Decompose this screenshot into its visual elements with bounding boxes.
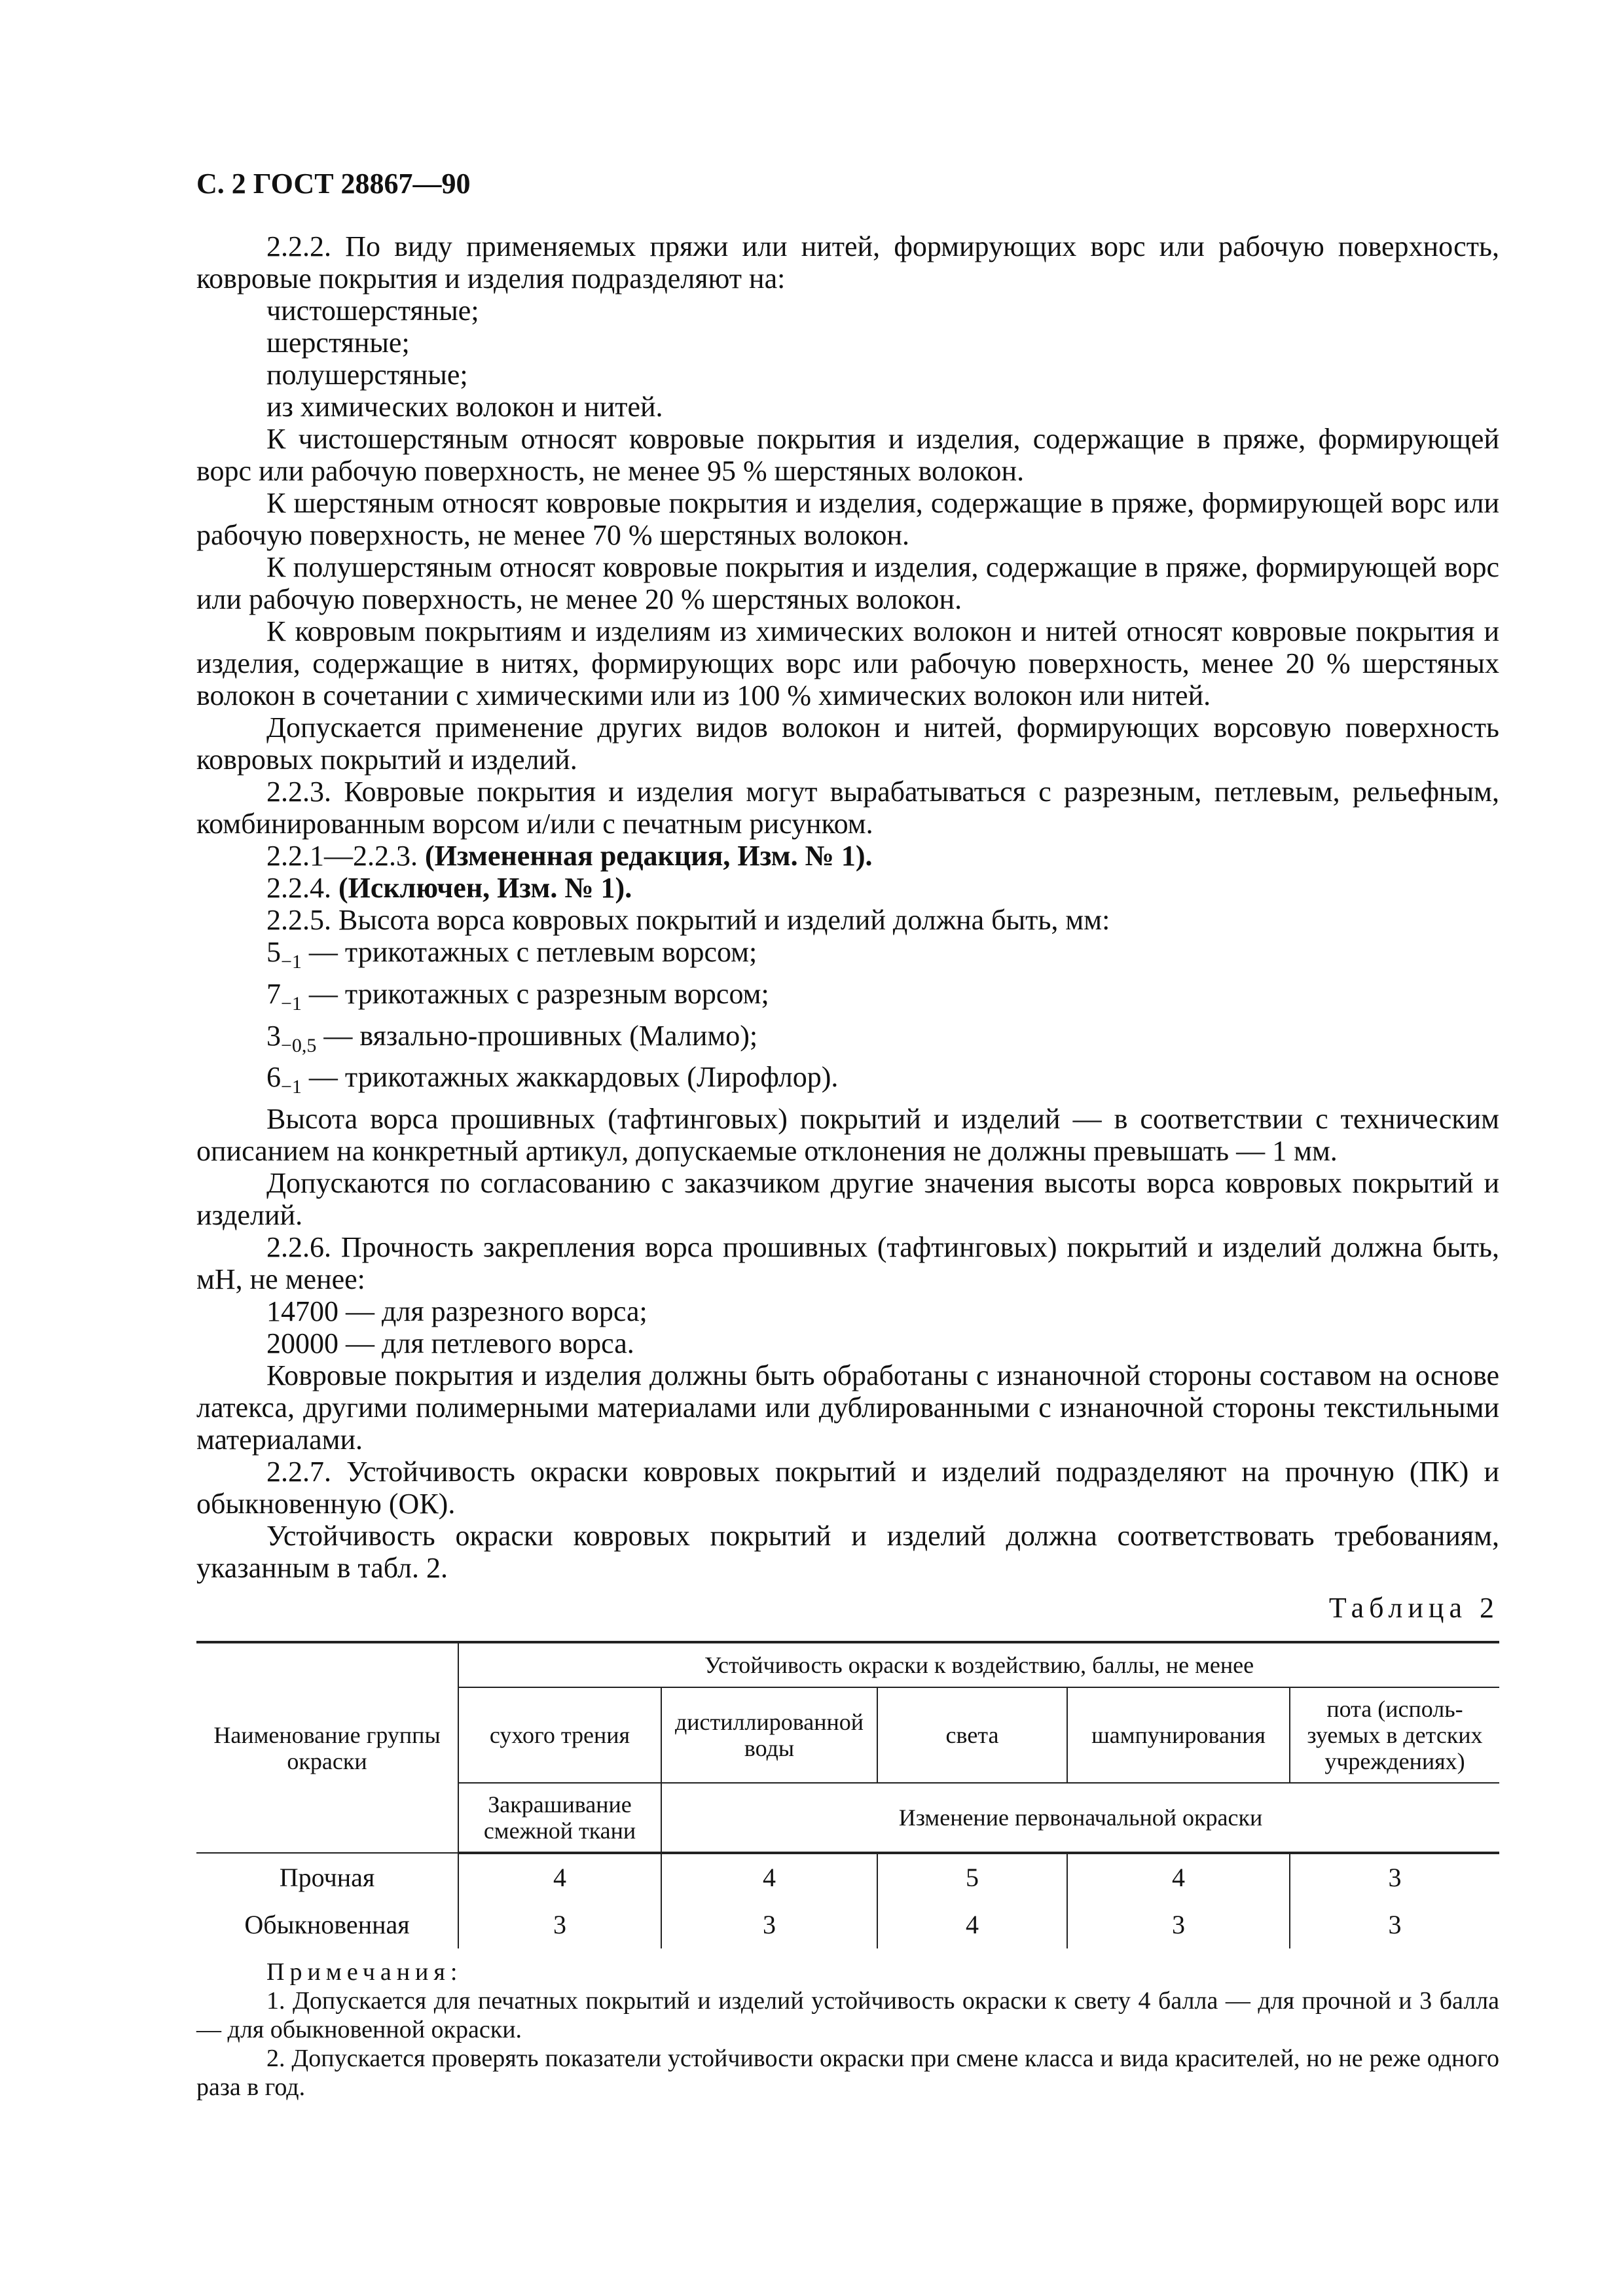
paragraph: Ковровые покрытия и изделия должны быть обработаны с изнаночной стороны составом на основе латекса, другими полимерными материалами или дублированными с изнаночной стороны текстильными материалами. (196, 1359, 1499, 1456)
paragraph: Допускаются по согласованию с заказчиком другие значения высоты ворса ковровых покрытий и изделий. (196, 1167, 1499, 1232)
subheader-staining: Закрашивание смежной ткани (458, 1783, 661, 1853)
paragraph: Высота ворса прошивных (тафтинговых) покрытий и изделий — в соответствии с техническим описанием на конкретный артикул, допускаемые отклонения не должны превышать — 1 мм. (196, 1103, 1499, 1168)
row-name: Прочная (279, 1862, 375, 1892)
table-cell: 3 (458, 1901, 661, 1948)
paragraph-2-2-6: 2.2.6. Прочность закрепления ворса прошивных (тафтинговых) покрытий и изделий должна быть, мН, не менее: (196, 1231, 1499, 1296)
notes-heading: Примечания: (266, 1958, 463, 1986)
pile-height-item: $3_{-0,5}$ — вязально-прошивных (Малимо); (266, 1019, 758, 1056)
page-header: С. 2 ГОСТ 28867—90 (196, 168, 471, 200)
table-cell: 5 (877, 1853, 1067, 1901)
paragraph: Устойчивость окраски ковровых покрытий и изделий должна соответствовать требованиям, указанным в табл. 2. (196, 1520, 1499, 1585)
column-header: пота (исполь-зуемых в детских учреждениях) (1290, 1687, 1499, 1783)
column-header-group-name: Наименование группы окраски (196, 1642, 458, 1853)
table-cell: 3 (1067, 1901, 1290, 1948)
list-item: чистошерстяные; (266, 295, 479, 327)
paragraph-2-2-3: 2.2.3. Ковровые покрытия и изделия могут вырабатываться с разрезным, петлевым, рельефным, комбинированным ворсом и/или с печатным рисунком. (196, 776, 1499, 840)
table-cell: 3 (1290, 1901, 1499, 1948)
column-header: сухого трения (458, 1687, 661, 1783)
paragraph-2-2-5: 2.2.5. Высота ворса ковровых покрытий и изделий должна быть, мм: (266, 904, 1110, 936)
pile-height-item: $5_{-1}$ — трикотажных с петлевым ворсом; (266, 936, 757, 973)
column-header-group: Устойчивость окраски к воздействию, баллы, не менее (458, 1642, 1499, 1687)
row-name: Обыкновенная (244, 1910, 410, 1940)
pile-height-item: $6_{-1}$ — трикотажных жаккардовых (Лирофлор). (266, 1061, 839, 1098)
paragraph-2-2-4 (196, 872, 1499, 904)
table-cell: 4 (458, 1853, 661, 1901)
amendment-note (196, 840, 1499, 872)
amendment-ref: 2.2.1—2.2.3. (266, 840, 425, 872)
paragraph: К шерстяным относят ковровые покрытия и изделия, содержащие в пряже, формирующей ворс или рабочую поверхность, не менее 70 % шерстяных волокон. (196, 487, 1499, 551)
table-row (196, 1853, 1499, 1901)
list-item: 14700 — для разрезного ворса; (266, 1295, 647, 1328)
column-header: света (877, 1687, 1067, 1783)
pile-height-item: $7_{-1}$ — трикотажных с разрезным ворсом; (266, 977, 769, 1014)
table-cell: 4 (877, 1901, 1067, 1948)
table-cell: 3 (661, 1901, 877, 1948)
paragraph: К полушерстяным относят ковровые покрытия и изделия, содержащие в пряже, формирующей ворс или рабочую поверхность, не менее 20 % шерстяных волокон. (196, 551, 1499, 615)
note-item: 1. Допускается для печатных покрытий и изделий устойчивость окраски к свету 4 балла — для прочной и 3 балла — для обыкновенной окраски. (196, 1987, 1499, 2044)
subheader-color-change: Изменение первоначальной окраски (661, 1783, 1499, 1853)
clause-number: 2.2.4. (266, 872, 338, 904)
excluded-note: (Исключен, Изм. № 1). (338, 872, 632, 904)
table-cell: 4 (1067, 1853, 1290, 1901)
paragraph: К чистошерстяным относят ковровые покрытия и изделия, содержащие в пряже, формирующей ворс или рабочую поверхность, не менее 95 % шерстяных волокон. (196, 423, 1499, 487)
paragraph: К ковровым покрытиям и изделиям из химических волокон и нитей относят ковровые покрытия и изделия, содержащие в нитях, формирующих ворс или рабочую поверхность, менее 20 % шерстяных волокон в сочетании с химическими или из 100 % химических волокон или нитей. (196, 615, 1499, 711)
note-item: 2. Допускается проверять показатели устойчивости окраски при смене класса и вида красителей, но не реже одного раза в год. (196, 2045, 1499, 2102)
document-body (196, 230, 1499, 2102)
list-item: шерстяные; (266, 327, 410, 359)
amendment-text: (Измененная редакция, Изм. № 1). (425, 840, 873, 872)
list-item: полушерстяные; (266, 359, 468, 391)
table-caption: Таблица 2 (1328, 1592, 1499, 1624)
table-cell: 3 (1290, 1853, 1499, 1901)
document-page (196, 0, 1499, 2296)
list-item: 20000 — для петлевого ворса. (266, 1327, 634, 1360)
list-item: из химических волокон и нитей. (266, 391, 663, 423)
paragraph-2-2-2: 2.2.2. По виду применяемых пряжи или нитей, формирующих ворс или рабочую поверхность, ковровые покрытия и изделия подразделяют на: (196, 230, 1499, 295)
column-header: дистиллированной воды (661, 1687, 877, 1783)
color-fastness-table (196, 1641, 1499, 1948)
table-row (196, 1901, 1499, 1948)
table-cell: 4 (661, 1853, 877, 1901)
column-header: шампунирования (1067, 1687, 1290, 1783)
paragraph-2-2-7: 2.2.7. Устойчивость окраски ковровых покрытий и изделий подразделяют на прочную (ПК) и обыкновенную (ОК). (196, 1456, 1499, 1520)
paragraph: Допускается применение других видов волокон и нитей, формирующих ворсовую поверхность ковровых покрытий и изделий. (196, 711, 1499, 776)
